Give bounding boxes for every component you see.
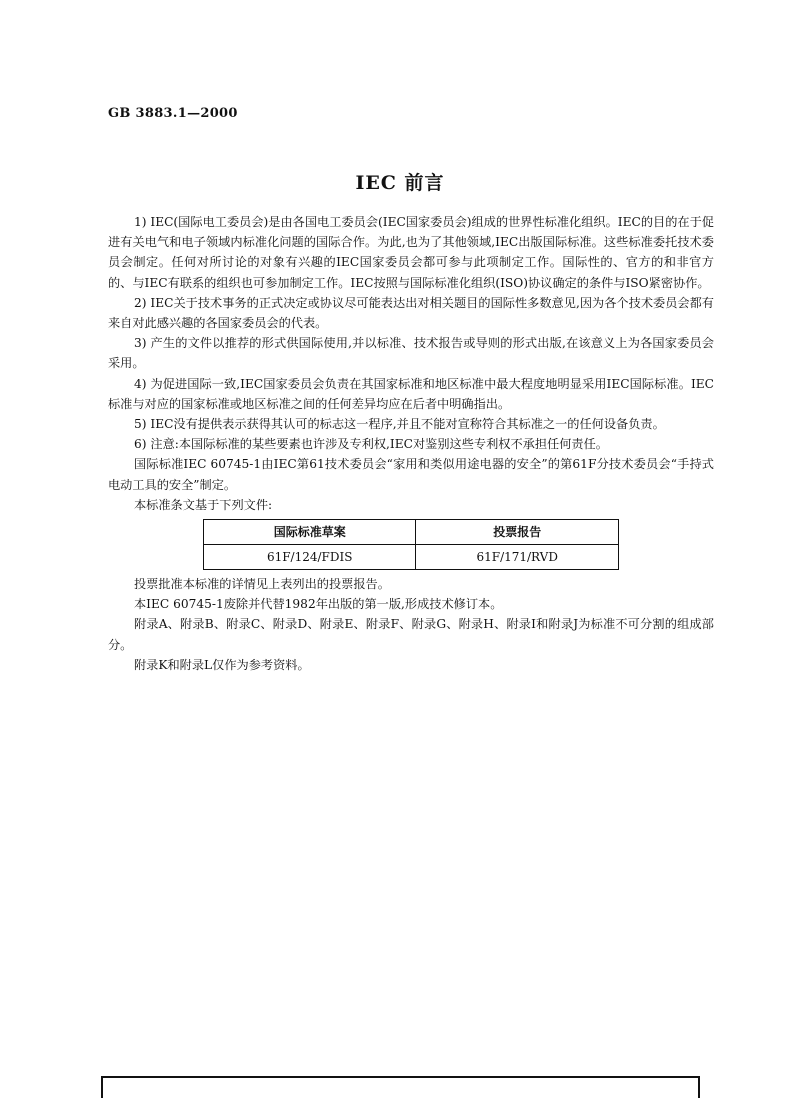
paragraph: 3) 产生的文件以推荐的形式供国际使用,并以标准、技术报告或导则的形式出版,在该意义上为各国家委员会采用。 (108, 336, 714, 371)
paragraph: 本IEC 60745-1废除并代替1982年出版的第一版,形成技术修订本。 (134, 597, 503, 612)
page-title: IEC 前言 (355, 172, 445, 194)
paragraph: 6) 注意:本国际标准的某些要素也许涉及专利权,IEC对鉴别这些专利权不承担任何责任。 (134, 437, 608, 452)
paragraph: 本标准条文基于下列文件: (134, 497, 273, 512)
table-header-cell: 投票报告 (416, 520, 619, 545)
table-header-row (204, 520, 619, 545)
table-cell: 61F/124/FDIS (204, 545, 416, 570)
table-header-cell: 国际标准草案 (204, 520, 416, 545)
paragraph: 投票批准本标准的详情见上表列出的投票报告。 (134, 577, 390, 592)
document-table (203, 519, 619, 570)
paragraph: 国际标准IEC 60745-1由IEC第61技术委员会“家用和类似用途电器的安全”的第61F分技术委员会“手持式电动工具的安全”制定。 (108, 457, 714, 492)
paragraph: 2) IEC关于技术事务的正式决定或协议尽可能表达出对相关题目的国际性多数意见,因为各个技术委员会都有来自对此感兴趣的各国家委员会的代表。 (108, 295, 714, 331)
paragraph: 附录K和附录L仅作为参考资料。 (134, 657, 310, 672)
table-row (204, 545, 619, 570)
page-bottom-frame (101, 1076, 700, 1098)
foreword-body (108, 212, 714, 675)
paragraph: 5) IEC没有提供表示获得其认可的标志这一程序,并且不能对宣称符合其标准之一的任何设备负责。 (134, 417, 665, 432)
paragraph: 1) IEC(国际电工委员会)是由各国电工委员会(IEC国家委员会)组成的世界性标准化组织。IEC的目的在于促进有关电气和电子领域内标准化问题的国际合作。为此,也为了其他领域,IEC出版国际标准。这些标准委托技术委员会制定。任何对所讨论的对象有兴趣的IEC国家委员会都可参与此项制定工作。国际性的、官方的和非官方的、与IEC有联系的组织也可参加制定工作。IEC按照与国际标准化组织(ISO)协议确定的条件与ISO紧密协作。 (108, 215, 714, 290)
paragraph: 4) 为促进国际一致,IEC国家委员会负责在其国家标准和地区标准中最大程度地明显采用IEC国际标准。IEC标准与对应的国家标准或地区标准之间的任何差异均应在后者中明确指出。 (108, 376, 714, 411)
document-code: GB 3883.1—2000 (108, 106, 238, 121)
paragraph: 附录A、附录B、附录C、附录D、附录E、附录F、附录G、附录H、附录I和附录J为标准不可分割的组成部分。 (108, 617, 714, 652)
table-cell: 61F/171/RVD (416, 545, 619, 570)
